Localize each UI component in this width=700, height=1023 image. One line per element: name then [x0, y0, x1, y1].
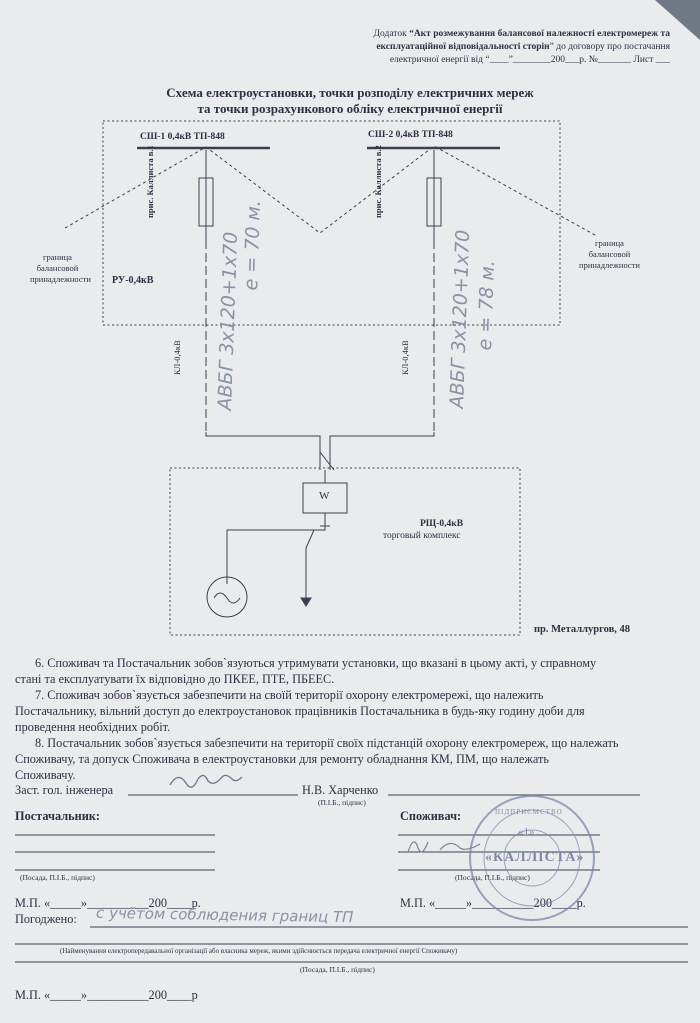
pib-caption-3: (Посада, П.І.Б., підпис): [455, 873, 530, 882]
mp-date-consumer: М.П. «_____»__________200____р.: [400, 896, 586, 910]
handwritten-length-1: е = 70 м.: [240, 199, 266, 291]
feeder-2-label: прис. Каллиста в.2: [373, 145, 383, 218]
clause-6-line-1: 6. Споживач та Постачальник зобов`язуються утримувати установки, що вказані в цьому акті, у справному: [35, 656, 597, 670]
agreed-label: Погоджено:: [15, 912, 77, 926]
pib-caption-2: (Посада, П.І.Б., підпис): [20, 873, 95, 882]
handwritten-cable-1: АВБГ 3х120+1х70: [214, 231, 243, 411]
pib-caption-1: (П.І.Б., підпис): [318, 798, 366, 807]
stamp-number: «1»: [518, 826, 535, 838]
address-label: пр. Металлургов, 48: [534, 624, 630, 635]
header-line-1: Додаток “Акт розмежування балансової належності електромереж та: [373, 29, 670, 39]
handwritten-cable-2: АВБГ 3х120+1х70: [446, 229, 475, 409]
cable-2-label: КЛ-0,4кВ: [400, 340, 410, 375]
bus-1-label: СШ-1 0,4кВ ТП-848: [140, 132, 225, 142]
org-caption: (Найменування електропередавальної організації або власника мереж, якими здійснюється передача електричної енергії Споживачу): [60, 947, 458, 955]
boundary-label-left: граница балансовой принадлежности: [30, 252, 91, 284]
stamp-text-top: ПІДПРИЄМСТВО: [495, 808, 563, 816]
diagram-title-1: Схема електроустановки, точки розподілу електричних мереж: [166, 85, 534, 100]
clause-7-line-3: проведення необхідних робіт.: [15, 720, 171, 734]
mp-date-agreed: М.П. «_____»__________200____р: [15, 988, 198, 1002]
bus-2-label: СШ-2 0,4кВ ТП-848: [368, 130, 453, 140]
ru-label: РУ-0,4кВ: [112, 275, 154, 286]
cable-1-label: КЛ-0,4кВ: [172, 340, 182, 375]
supplier-label: Постачальник:: [15, 809, 100, 823]
header-line-3: електричної енергії від “____”________200___р. №_______ Лист ___: [389, 55, 670, 65]
clause-6-line-2: стані та експлуатувати їх відповідно до ПКЕЕ, ПТЕ, ПБЕЕС.: [15, 672, 335, 686]
feeder-1-label: прис. Каллиста в.1: [145, 145, 155, 218]
clause-8-line-2: Споживачу, та допуск Споживача в електроустановки для ремонту обладнання КМ, ПМ, що належать: [15, 752, 549, 766]
boundary-label-right: граница балансовой принадлежности: [579, 238, 640, 270]
agreed-handwritten-note: с учётом соблюдения границ ТП: [95, 903, 354, 927]
header-line-2: експлуатаційної відповідальності сторін” до договору про постачання: [376, 42, 670, 52]
mp-date-supplier: М.П. «_____»__________200____р.: [15, 896, 201, 910]
rsh-label: РЩ-0,4кВ: [420, 519, 464, 529]
handwritten-length-2: е = 78 м.: [474, 259, 500, 351]
clause-7-line-2: Постачальнику, вільний доступ до електроустановок працівників Постачальника в будь-яку годину доби для: [15, 704, 585, 718]
clause-8-line-1: 8. Постачальник зобов`язується забезпечити на території своїх підстанцій охорону електромереж, що належать: [35, 736, 619, 750]
clause-7-line-1: 7. Споживач зобов`язується забезпечити на своїй території охорону електромережі, що належить: [35, 688, 544, 702]
complex-label: торговый комплекс: [383, 531, 461, 541]
clause-8-line-3: Споживачу.: [15, 768, 76, 782]
deputy-engineer-name: Н.В. Харченко: [302, 783, 379, 797]
stamp-name: «КАЛЛІСТА»: [485, 850, 585, 865]
meter-label: W: [319, 490, 330, 502]
diagram-title-2: та точки розрахункового обліку електричної енергії: [197, 101, 503, 116]
pib-caption-4: (Посада, П.І.Б., підпис): [300, 965, 375, 974]
consumer-label: Споживач:: [400, 809, 462, 823]
deputy-engineer-label: Заст. гол. інженера: [15, 783, 114, 797]
